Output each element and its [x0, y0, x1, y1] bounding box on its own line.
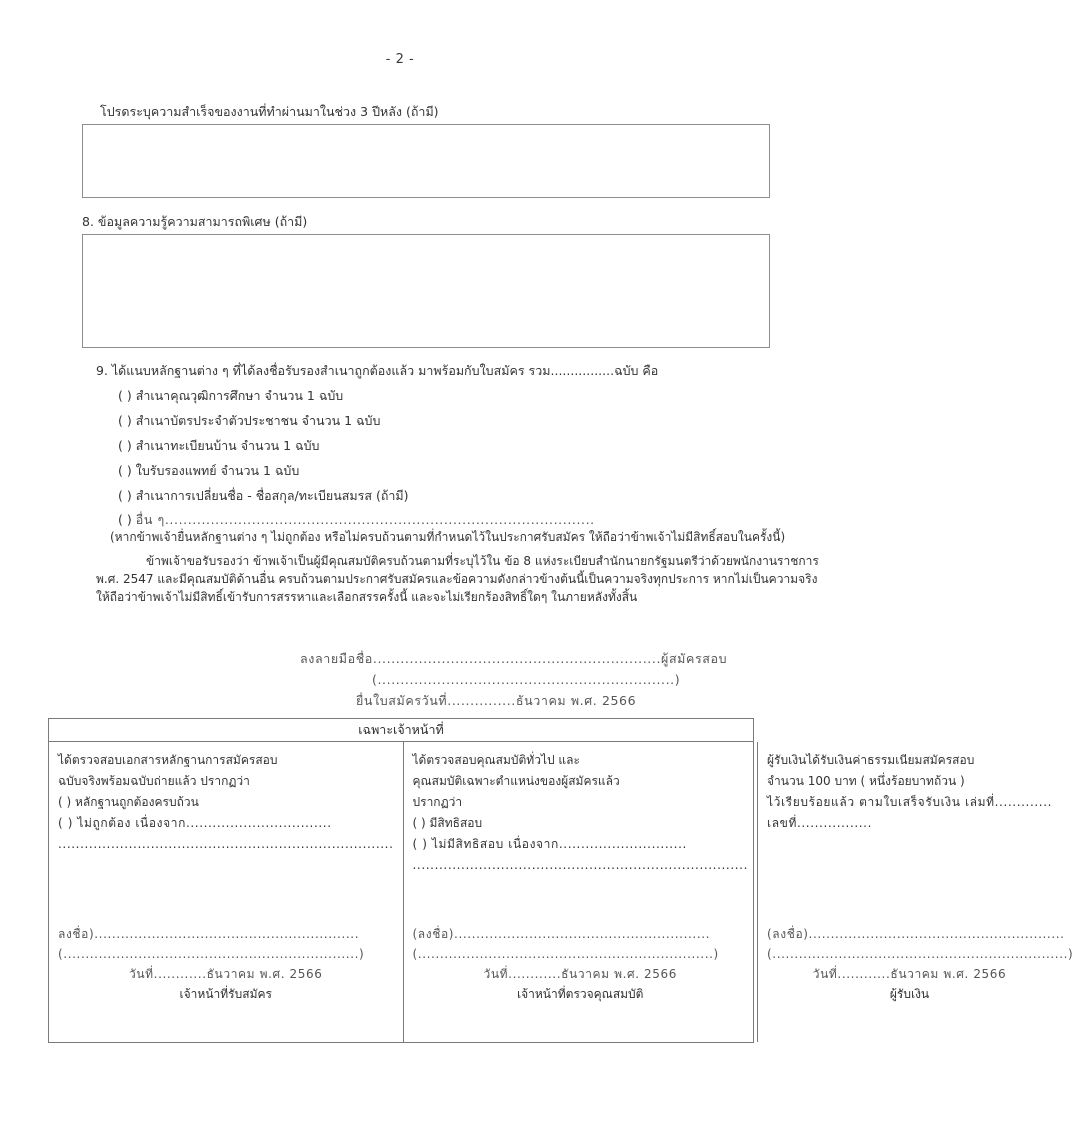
officials-col3-receipt-number[interactable]: เลขที่................. — [767, 816, 873, 830]
officials-col1-line: ได้ตรวจสอบเอกสารหลักฐานการสมัครสอบ — [58, 753, 278, 767]
page-number: - 2 - — [385, 52, 415, 67]
officials-col3-name-line[interactable]: (...................................................................) — [767, 947, 1073, 961]
officials-col3-line: ผู้รับเงินได้รับเงินค่าธรรมเนียมสมัครสอบ — [767, 753, 975, 767]
officials-col3-amount: จำนวน 100 บาท ( หนึ่งร้อยบาทถ้วน ) — [767, 774, 965, 788]
officials-col2-check-eligible[interactable]: ( ) มีสิทธิสอบ — [412, 816, 483, 830]
officials-col1-check-valid[interactable]: ( ) หลักฐานถูกต้องครบถ้วน — [58, 795, 199, 809]
officials-col1-name-line[interactable]: (...................................................................) — [58, 947, 365, 961]
attachment-note: (หากข้าพเจ้ายื่นหลักฐานต่าง ๆ ไม่ถูกต้อง หรือไม่ครบถ้วนตามที่กำหนดไว้ในประกาศรับสมัคร ให้ถือว่าข้าพเจ้าไม่มีสิทธิ์สอบในครั้งนี้) — [110, 530, 786, 544]
attachment-checkbox[interactable]: ( ) — [118, 438, 132, 453]
section-8-label: 8. ข้อมูลความรู้ความสามารถพิเศษ (ถ้ามี) — [82, 214, 308, 229]
declaration-line-3: ให้ถือว่าข้าพเจ้าไม่มีสิทธิ์เข้ารับการสรรหาและเลือกสรรครั้งนี้ และจะไม่เรียกร้องสิทธิ์ใดๆ ในภายหลังทั้งสิ้น — [96, 590, 638, 604]
officials-col1-date-line[interactable]: วันที่............ธันวาคม พ.ศ. 2566 — [129, 967, 323, 981]
attachment-item-row[interactable] — [118, 388, 343, 403]
officials-only-table — [48, 718, 1073, 1043]
attachment-checkbox[interactable]: ( ) — [118, 413, 132, 428]
officials-table-header: เฉพาะเจ้าหน้าที่ — [49, 719, 753, 742]
section-9-heading: 9. ได้แนบหลักฐานต่าง ๆ ที่ได้ลงชื่อรับรองสำเนาถูกต้องแล้ว มาพร้อมกับใบสมัคร รวม................ฉบับ คือ — [96, 363, 659, 378]
attachment-label: สำเนาคุณวุฒิการศึกษา จำนวน 1 ฉบับ — [135, 388, 344, 403]
attachment-item-row[interactable] — [118, 438, 319, 453]
officials-col3-receipt-book[interactable]: ไว้เรียบร้อยแล้ว ตามใบเสร็จรับเงิน เล่มที่............. — [767, 795, 1053, 809]
officials-col2-date-line[interactable]: วันที่............ธันวาคม พ.ศ. 2566 — [483, 967, 677, 981]
section-8-answer-box[interactable] — [82, 234, 770, 348]
attachment-label: สำเนาบัตรประจำตัวประชาชน จำนวน 1 ฉบับ — [135, 413, 381, 428]
officials-col2-line: ได้ตรวจสอบคุณสมบัติทั่วไป และ — [412, 753, 580, 767]
officials-col1-line: ฉบับจริงพร้อมฉบับถ่ายแล้ว ปรากฏว่า — [58, 774, 250, 788]
officials-col1-signature-block — [58, 924, 394, 1004]
applicant-date-line[interactable]: ยื่นใบสมัครวันที่...............ธันวาคม พ.ศ. 2566 — [356, 693, 637, 708]
officials-col2-name-line[interactable]: (...................................................................) — [412, 947, 719, 961]
attachment-checkbox[interactable]: ( ) — [118, 488, 132, 503]
attachment-item-row[interactable] — [118, 463, 299, 478]
attachment-label: สำเนาการเปลี่ยนชื่อ - ชื่อสกุล/ทะเบียนสมรส (ถ้ามี) — [135, 488, 409, 503]
attachment-item-row[interactable] — [118, 512, 595, 527]
applicant-signature-block — [300, 648, 760, 711]
attachment-label: ใบรับรองแพทย์ จำนวน 1 ฉบับ — [135, 463, 300, 478]
work-achievement-label: โปรดระบุความสำเร็จของงานที่ทำผ่านมาในช่วง 3 ปีหลัง (ถ้ามี) — [100, 104, 439, 119]
attachment-item-row[interactable] — [118, 488, 409, 503]
attachment-label-other[interactable]: อื่น ๆ.............................................................................................. — [135, 512, 595, 527]
officials-col2-continuation[interactable]: ............................................................................ — [412, 858, 748, 872]
officials-col2-signature-block — [413, 924, 749, 1004]
officials-col2-line: คุณสมบัติเฉพาะตำแหน่งของผู้สมัครแล้ว — [412, 774, 620, 788]
declaration-line-2: พ.ศ. 2547 และมีคุณสมบัติด้านอื่น ครบถ้วนตามประกาศรับสมัครและข้อความดังกล่าวข้างต้นนี้เป็นความจริงทุกประการ หากไม่เป็นความจริง — [96, 572, 818, 586]
officials-col1-continuation[interactable]: ............................................................................ — [58, 837, 394, 851]
officials-col1-check-invalid[interactable]: ( ) ไม่ถูกต้อง เนื่องจาก................................. — [58, 816, 332, 830]
work-achievement-answer-box[interactable] — [82, 124, 770, 198]
officials-column-fee-receipt — [757, 742, 1073, 1042]
officials-col1-sign-line[interactable]: ลงชื่อ)............................................................ — [58, 927, 360, 941]
officials-column-document-check — [49, 742, 403, 1042]
officials-col2-sign-line[interactable]: (ลงชื่อ).......................................................... — [412, 927, 711, 941]
applicant-name-line[interactable]: (.................................................................) — [372, 672, 681, 687]
officials-col2-role: เจ้าหน้าที่ตรวจคุณสมบัติ — [517, 987, 644, 1001]
applicant-sign-line[interactable]: ลงลายมือชื่อ...............................................................ผู้สมัครสอบ — [300, 651, 728, 666]
officials-col3-role: ผู้รับเงิน — [889, 987, 930, 1001]
attachment-checkbox[interactable]: ( ) — [118, 512, 132, 527]
attachment-label: สำเนาทะเบียนบ้าน จำนวน 1 ฉบับ — [135, 438, 320, 453]
officials-column-qualification-check — [403, 742, 758, 1042]
officials-table-body — [49, 742, 1073, 1042]
attachment-checkbox[interactable]: ( ) — [118, 463, 132, 478]
officials-col3-date-line[interactable]: วันที่............ธันวาคม พ.ศ. 2566 — [812, 967, 1007, 981]
attachment-item-row[interactable] — [118, 413, 380, 428]
officials-col1-role: เจ้าหน้าที่รับสมัคร — [179, 987, 272, 1001]
officials-col3-signature-block — [767, 924, 1073, 1004]
officials-col2-check-ineligible[interactable]: ( ) ไม่มีสิทธิสอบ เนื่องจาก............................. — [412, 837, 687, 851]
declaration-line-1: ข้าพเจ้าขอรับรองว่า ข้าพเจ้าเป็นผู้มีคุณสมบัติครบถ้วนตามที่ระบุไว้ใน ข้อ 8 แห่งระเบียบสำนักนายกรัฐมนตรีว่าด้วยพนักงานราชการ — [146, 554, 819, 568]
officials-col2-line: ปรากฏว่า — [412, 795, 463, 809]
attachment-checkbox[interactable]: ( ) — [118, 388, 132, 403]
officials-col3-sign-line[interactable]: (ลงชื่อ).......................................................... — [767, 927, 1065, 941]
